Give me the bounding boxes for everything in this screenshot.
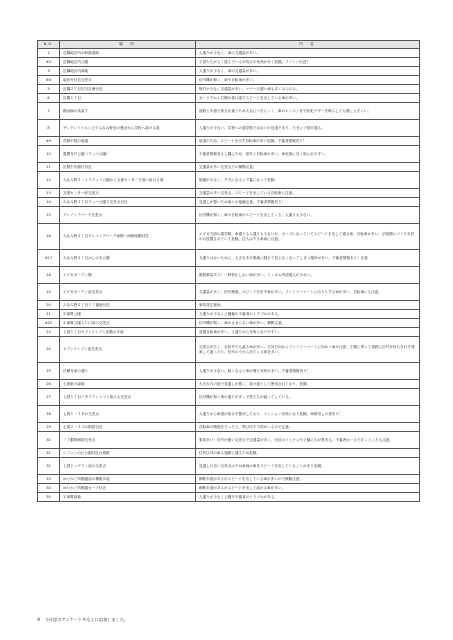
table-row [38, 94, 420, 103]
row-no: 11 [38, 163, 60, 172]
table-row [38, 49, 420, 58]
table-row [38, 198, 420, 207]
row-place: シフォンの丘公園付近の道路 [60, 449, 196, 458]
row-content: 道路と歩道で高さが違うため人目につきにくく、車のエンジン音で防犯ブザーを鳴らしても聞こえずらい。 [196, 103, 420, 120]
row-place: 七国東六緑地 [60, 380, 196, 389]
row-content: 信号機が無く、車や自転車が多い。 [196, 76, 420, 85]
row-content: 大きな石の陰で見通しが悪く、抜け道として使用されており、危険。 [196, 380, 420, 389]
row-no: 19 [38, 284, 60, 301]
row-content: 人通りが少ない。暗くなると車が増え死角が多い。不審者情報有り！ [196, 363, 420, 380]
row-place: 宮線中段の坂道 [60, 137, 196, 146]
row-content: 交通量が多く、信号無視、スピードを出す車が多い。ファミリーマートに出入りする車が多い、自転車にも注意。 [196, 284, 420, 301]
row-no: ※2 [38, 58, 60, 67]
row-content: 坂道のため、スピードを出す自転車が多い危険。不審者情報有り！ [196, 137, 420, 146]
row-no: 23 [38, 328, 60, 337]
row-no: 28 [38, 406, 60, 423]
table-row [38, 267, 420, 284]
row-place: 法蔵寺前の通り [60, 363, 196, 380]
table-row [38, 423, 420, 432]
table-row [38, 406, 420, 423]
row-no: 14 [38, 198, 60, 207]
row-place: グレイシアパーク交差点 [60, 207, 196, 224]
row-no: 30 [38, 432, 60, 449]
table-row [38, 363, 420, 380]
row-place: 支援センター前交差点 [60, 189, 196, 198]
table-row [38, 301, 420, 310]
row-content: 見通しの良い交差点のため車両が車をスピードを出していることがあり危険。 [196, 458, 420, 475]
row-content: 人通りが少ない。学校への通学路ではないが近道であり、たまに子供が通る。 [196, 120, 420, 137]
row-no: ※4 [38, 76, 60, 85]
table-row [38, 484, 420, 493]
table-row [38, 389, 420, 406]
table-row [38, 163, 420, 172]
row-content: 階段事故あり！一時停止しない車が多い。トンネル内清掃人が少ない。 [196, 267, 420, 284]
row-place: 宇津貫公園 [60, 310, 196, 319]
row-place: サンクレイドル八王子みなみ野壱の裏径から学校へ抜ける道 [60, 120, 196, 137]
row-no: 24 [38, 337, 60, 363]
row-no: 5 [38, 85, 60, 94]
row-place: 出製中央銀行付近 [60, 163, 196, 172]
row-content: 街頭が少なく、夕方になると夕暮になって危険。 [196, 172, 420, 189]
row-no: 27 [38, 389, 60, 406]
row-place: 宇津貫公園入り口前の交差点 [60, 319, 196, 328]
row-place: 霞間寺戸公園（ラッパ公園） [60, 146, 196, 163]
row-content: 事故多い！信号が無い交差点で交通量が多く、付近のコンビニや公園に人が集まる。不審者か一人で歩くところも注意。 [196, 432, 420, 449]
table-row [38, 380, 420, 389]
row-place: みなみ野４丁目かしの木公園 [60, 250, 196, 267]
row-content: 交差点が広く、赤信号でも渡る車が多い。反対方向からファミリーマートに向かう車が注意、左側に寄って道路に信号を待ちきれず発車して渡ったり、信号のでから出てくる車を多い。 [196, 337, 420, 363]
table-row [38, 250, 420, 267]
row-place: 七国ドッグラン前の交差点 [60, 458, 196, 475]
row-place: 近隣地区内の幹線道路 [60, 49, 196, 58]
row-content: 信号機が無く、車が止まらない事が多い。横断注意。 [196, 319, 420, 328]
row-no: 33 [38, 475, 60, 484]
header-no: NO [38, 41, 60, 49]
row-content: 交通量の多い交差点。スピードを出している自転車に注意。 [196, 189, 420, 198]
row-content: 人通りが少なく、車の交通量が多い。 [196, 49, 420, 58]
row-no: 20 [38, 301, 60, 310]
table-row [38, 475, 420, 484]
table-row [38, 284, 420, 301]
row-content: ガード下から右側の抜け道でスピードを出している車が多い。 [196, 94, 420, 103]
table-body [38, 49, 420, 502]
table-row [38, 458, 420, 475]
row-place: みなみ野４丁目グレイシアパーク南側〜両都座橋付近 [60, 224, 196, 250]
row-content: 人通りが少なく、車の交通量が多い。 [196, 67, 420, 76]
table-row [38, 146, 420, 163]
row-content: 見通しが悪いため車との接触注意。不審者情報有り！ [196, 198, 420, 207]
row-place: 近隣地区内緑地 [60, 67, 196, 76]
table-row [38, 432, 420, 449]
table-row [38, 58, 420, 67]
table-row [38, 172, 420, 189]
row-place: 堀田寺付近交差点 [60, 76, 196, 85]
hazard-table-sheet [37, 40, 419, 502]
row-no: 10 [38, 146, 60, 163]
table-row [38, 207, 420, 224]
table-row [38, 449, 420, 458]
table-header-row [38, 41, 420, 49]
row-no: 35 [38, 493, 60, 502]
row-no: 18 [38, 267, 60, 284]
row-no: 12 [38, 172, 60, 189]
row-content: 子供たちがよく遊んでいるが茂みや死角が多く危険。イノシシ出没！ [196, 58, 420, 67]
row-no: 21 [38, 310, 60, 319]
row-content: 事故発生箇所。 [196, 301, 420, 310]
row-no: 26 [38, 380, 60, 389]
row-content: 住民以外の車も頻繁に通るため危険。 [196, 449, 420, 458]
table-row [38, 137, 420, 146]
row-no: 13 [38, 189, 60, 198]
row-content: 不審者情報有るし隣にため、意外と自転車が多い。車表面に近く取られやすい。 [196, 146, 420, 163]
row-content: 自転車の階段をそったり、飛び出す子供がいるので注意。 [196, 423, 420, 432]
table-row [38, 189, 420, 198]
row-no: 6 [38, 94, 60, 103]
header-place: 場 所 [60, 41, 196, 49]
row-content: 交通量が多い交差点での横断注意。 [196, 163, 420, 172]
row-content: 人通りから車道が抜けず使用しており、マンション死角になり危険。車使用しの者有り！ [196, 406, 420, 423]
row-no: 34 [38, 484, 60, 493]
row-content: 放置自転車が多い。人通りから死角になりやすい。 [196, 328, 420, 337]
table-row [38, 319, 420, 328]
table-row [38, 76, 420, 85]
row-place: 近隣２丁目空川自徳付近 [60, 85, 196, 94]
row-place: ノア動物病院交差点 [60, 432, 196, 449]
row-place: エゲガガーデン前交差点 [60, 284, 196, 301]
table-row [38, 310, 420, 319]
row-place: 七国１－１８の交差点 [60, 406, 196, 423]
row-no: 29 [38, 423, 60, 432]
table-row [38, 85, 420, 94]
row-content: 人通りが少なく公園輪や不審者のトラブルがある。 [196, 310, 420, 319]
table-row [38, 337, 420, 363]
row-no: ※22 [38, 319, 60, 328]
row-content: エゲガ方面の通学路。車通りも人通りも少ないが、カーブになっていてスピードを出して通る車、自転車が多い。法面側にゴミや木材がお放置されていて危険。住人はする車両に注意。 [196, 224, 420, 250]
row-no: 8 [38, 120, 60, 137]
row-place: みなみ野３－１３ラッパ公園から支援センター方面へ抜ける道 [60, 172, 196, 189]
row-no: ※9 [38, 137, 60, 146]
row-no: 1 [38, 49, 60, 58]
table-row [38, 103, 420, 120]
row-place: 近隣地区内公園 [60, 58, 196, 67]
row-place: 宇津貫緑地 [60, 493, 196, 502]
row-place: 横浜線の高架下 [60, 103, 196, 120]
row-place: エゲガガーデン側 [60, 267, 196, 284]
row-no: 16 [38, 224, 60, 250]
row-place: みなみ野４丁目１７番地付近 [60, 301, 196, 310]
row-place: 七国１丁目セブンイレブン北側の歩道 [60, 328, 196, 337]
hazard-table [37, 40, 420, 502]
footnote: ※ 今年度のアンケート多もとに追加しました。 [37, 617, 129, 622]
row-place: ゆりかご幼稚園カーブ付近 [60, 484, 196, 493]
header-content: 内 容 [196, 41, 420, 49]
row-content: 信号機が無く、車や自転車がスピードを出してくる。人通りも少ない。 [196, 207, 420, 224]
table-row [38, 67, 420, 76]
row-content: 大通りはないために、大きな木や築地に隠れて見えなくなってしまう場所が多い。不審者情報あり！注意 [196, 250, 420, 267]
row-no: 32 [38, 458, 60, 475]
table-row [38, 328, 420, 337]
row-no: 15 [38, 207, 60, 224]
row-no: 7 [38, 103, 60, 120]
row-content: 信号機が無く車の通りが多く子供たちが渡ってしている。 [196, 389, 420, 406]
row-content: 街灯が少なく交通量が多い。マナーの悪い車も多くみられる。 [196, 85, 420, 94]
row-place: みなみ野３丁目ラッパ公園下交差点付近 [60, 198, 196, 207]
row-no: ※17 [38, 250, 60, 267]
row-no: 3 [38, 67, 60, 76]
row-no: 31 [38, 449, 60, 458]
row-place: 七国１丁目イタリアントマト抜ける交差点 [60, 389, 196, 406]
row-no: 25 [38, 363, 60, 380]
row-content: 横断歩道があるがスピードを出している車が多いので横断注意。 [196, 475, 420, 484]
table-row [38, 120, 420, 137]
row-content: 横断歩道があるがスピードを出して曲がる車が多い。 [196, 484, 420, 493]
row-place: ゆりかご幼稚園前の横断歩道 [60, 475, 196, 484]
row-place: 七国２－３３の階段付近 [60, 423, 196, 432]
row-content: 人通りが少なく公園や不審者のトラブルがある。 [196, 493, 420, 502]
table-row [38, 493, 420, 502]
row-place: セブンイレブン前交差点 [60, 337, 196, 363]
row-place: 近隣１丁目 [60, 94, 196, 103]
table-row [38, 224, 420, 250]
